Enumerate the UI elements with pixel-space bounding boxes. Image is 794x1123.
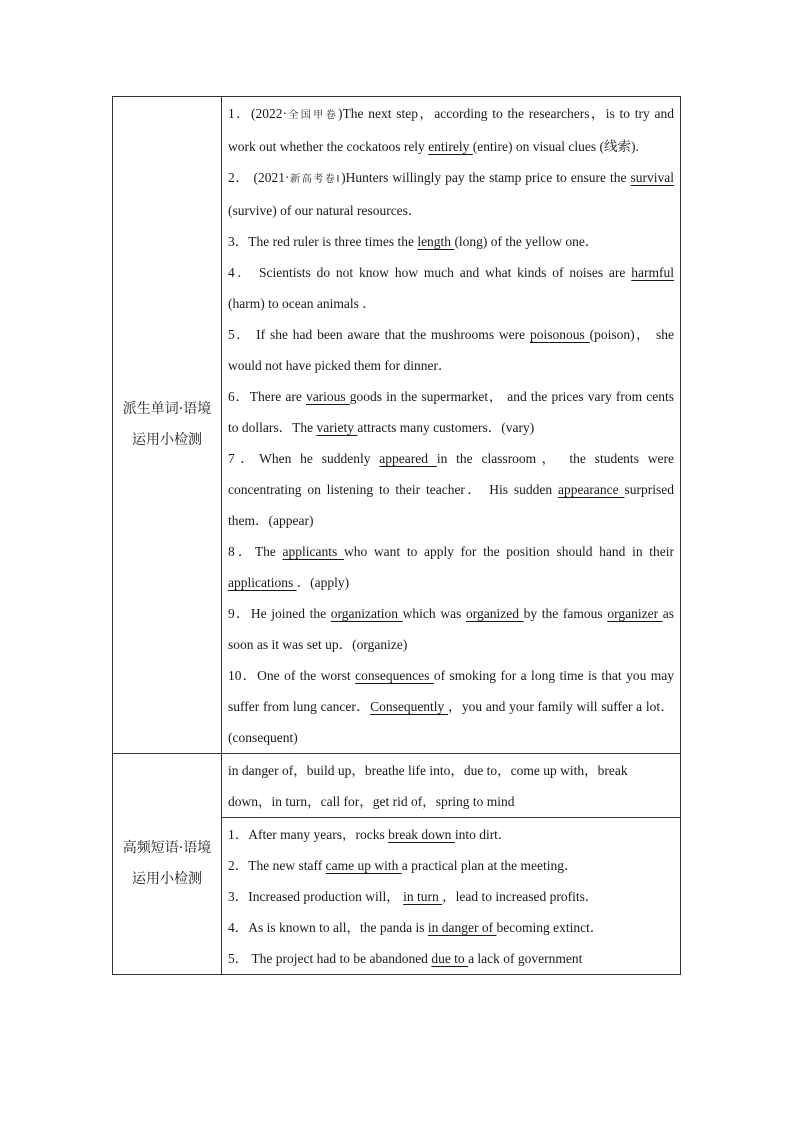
item-text: 7．When he suddenly xyxy=(228,451,380,466)
answer-blank: Consequently xyxy=(370,699,449,714)
item-text: a practical plan at the meeting． xyxy=(401,858,578,873)
answer-blank: survival xyxy=(630,170,674,185)
item-text: of smoking for a long time is that you may suffer from lung cancer． xyxy=(228,668,675,714)
item-text: as soon as it was set up．(organize) xyxy=(228,606,674,652)
item-text: 3．Increased production will， xyxy=(228,889,404,904)
item-text: which was xyxy=(402,606,466,621)
answer-blank: in turn xyxy=(403,889,443,904)
item-text: 2． (2021· xyxy=(228,170,290,185)
item-text: 10．One of the worst xyxy=(228,668,356,683)
answer-blank: harmful xyxy=(631,265,674,280)
exercise-item xyxy=(228,881,674,912)
exercise-item xyxy=(228,536,674,598)
answer-blank: break down xyxy=(388,827,455,842)
item-text: surprised them．(appear) xyxy=(228,482,675,528)
exercise-item xyxy=(228,319,674,381)
answer-blank: came up with xyxy=(325,858,402,873)
answer-blank: poisonous xyxy=(530,327,590,342)
item-text: 1．After many years，rocks xyxy=(228,827,389,842)
exercise-item xyxy=(228,162,674,226)
answer-blank: due to xyxy=(431,951,469,966)
item-text: ，you and your family will suffer a lot．(consequent) xyxy=(228,699,674,745)
section-label xyxy=(113,754,222,975)
exercise-item xyxy=(228,912,674,943)
item-text: ．(apply) xyxy=(296,575,350,590)
exercise-item xyxy=(228,819,674,850)
exam-source: 新高考卷Ⅰ xyxy=(289,174,342,185)
item-text: (survive) of our natural resources． xyxy=(228,203,422,218)
answer-blank: applications xyxy=(228,575,297,590)
section-label xyxy=(113,97,222,754)
answer-blank: appearance xyxy=(557,482,625,497)
answer-blank: variety xyxy=(316,420,358,435)
item-text: (harm) to ocean animals ． xyxy=(228,296,376,311)
item-text: becoming extinct． xyxy=(496,920,604,935)
item-text: 5． The project had to be abandoned xyxy=(228,951,432,966)
answer-blank: appeared xyxy=(379,451,437,466)
item-text: 3．The red ruler is three times the xyxy=(228,234,418,249)
item-text: into dirt． xyxy=(454,827,512,842)
item-text: 1．(2022· xyxy=(228,106,288,121)
item-text: (entire) on visual clues (线索). xyxy=(472,139,639,154)
answer-blank: in danger of xyxy=(427,920,497,935)
exercise-item xyxy=(228,257,674,319)
item-text: )The next step，according to the researchers，is to try and work out whether the cockatoos rely xyxy=(228,106,675,154)
phrase-bank-text: in danger of，build up，breathe life into，due to，come up with，break down，in turn，call for，get rid of，spring to mind xyxy=(228,763,628,809)
item-text: goods in the supermarket， and the prices vary from cents to dollars．The xyxy=(228,389,674,435)
item-text: ，lead to increased profits． xyxy=(442,889,599,904)
section-label-text: 高频短语·语境运用小检测 xyxy=(122,840,212,887)
exercise-list xyxy=(222,97,681,754)
item-text: )Hunters willingly pay the stamp price to ensure the xyxy=(341,170,631,185)
exercise-item xyxy=(228,98,674,162)
answer-blank: organizer xyxy=(607,606,663,621)
phrase-bank xyxy=(222,754,681,818)
exercise-list xyxy=(222,818,681,975)
item-text: attracts many customers．(vary) xyxy=(357,420,535,435)
exercise-item xyxy=(228,598,674,660)
answer-blank: length xyxy=(417,234,455,249)
section-label-text: 派生单词·语境运用小检测 xyxy=(122,401,212,448)
item-text: 4． Scientists do not know how much and what kinds of noises are xyxy=(228,265,632,280)
answer-blank: applicants xyxy=(282,544,344,559)
answer-blank: various xyxy=(305,389,350,404)
item-text: by the famous xyxy=(523,606,608,621)
item-text: 5． If she had been aware that the mushrooms were xyxy=(228,327,531,342)
item-text: 8．The xyxy=(228,544,283,559)
item-text: 9．He joined the xyxy=(228,606,331,621)
section-phrases-bank xyxy=(113,754,681,818)
exam-source: 全国甲卷 xyxy=(287,110,338,121)
exercise-item xyxy=(228,443,674,536)
answer-blank: organized xyxy=(465,606,524,621)
item-text: 4．As is known to all，the panda is xyxy=(228,920,428,935)
answer-blank: entirely xyxy=(428,139,473,154)
item-text: (poison)， she would not have picked them for dinner． xyxy=(228,327,674,373)
exercise-item xyxy=(228,226,674,257)
item-text: a lack of government xyxy=(468,951,583,966)
exercise-item xyxy=(228,381,674,443)
item-text: 2．The new staff xyxy=(228,858,326,873)
exercise-item xyxy=(228,850,674,881)
exercise-table xyxy=(112,96,681,975)
item-text: in the classroom， the students were concentrating on listening to their teacher． His sudden xyxy=(228,451,674,497)
section-derived-words xyxy=(113,97,681,754)
item-text: 6．There are xyxy=(228,389,306,404)
exercise-item xyxy=(228,943,674,974)
answer-blank: organization xyxy=(330,606,403,621)
exercise-item xyxy=(228,660,674,753)
answer-blank: consequences xyxy=(355,668,434,683)
item-text: (long) of the yellow one． xyxy=(454,234,599,249)
item-text: who want to apply for the position should hand in their xyxy=(343,544,674,559)
